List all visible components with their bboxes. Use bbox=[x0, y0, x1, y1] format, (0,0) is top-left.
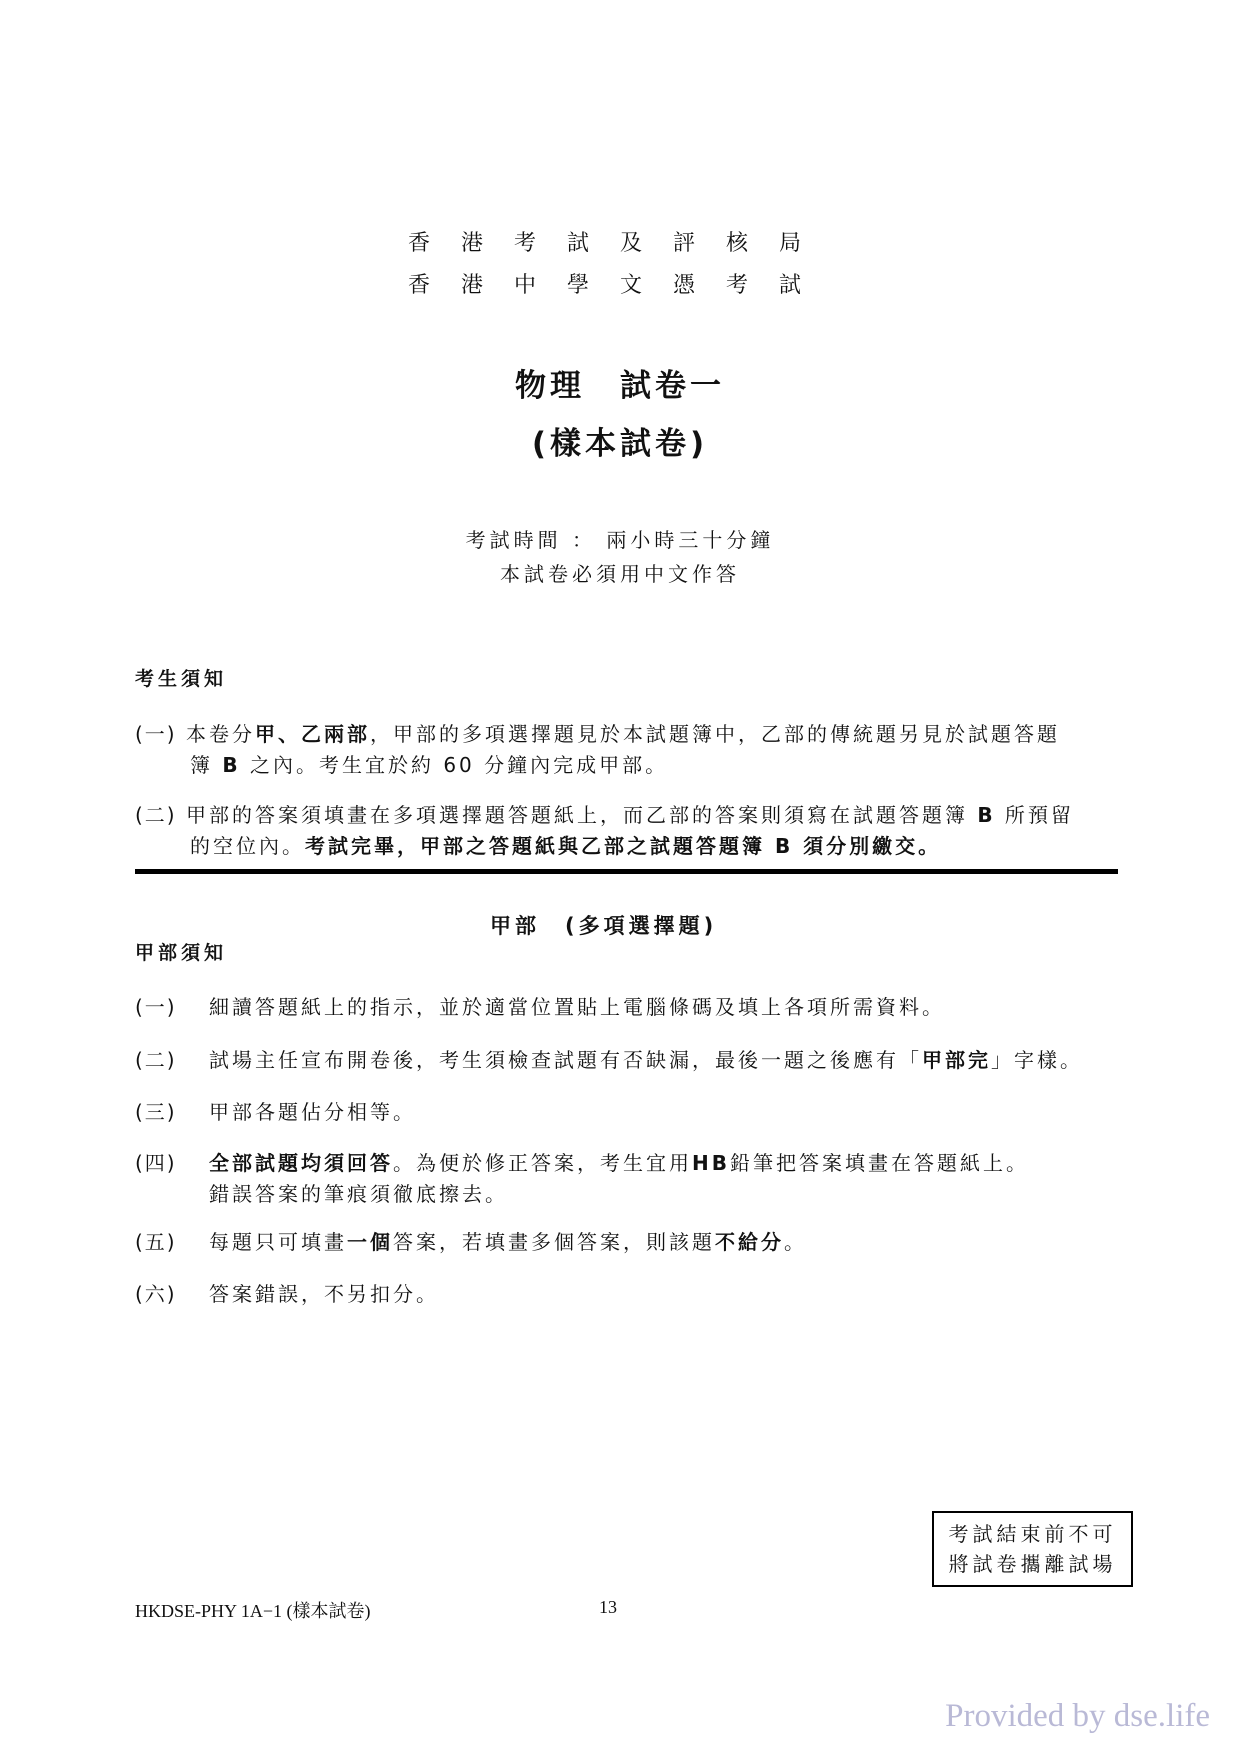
section-a-note-1: (一) 細讀答題紙上的指示，並於適當位置貼上電腦條碼及填上各項所需資料。 bbox=[135, 995, 945, 1019]
section-a-note-5: (五) 每題只可填畫一個答案，若填畫多個答案，則該題不給分。 bbox=[135, 1230, 807, 1254]
item-number: (一) bbox=[135, 722, 177, 746]
candidate-note-1: (一) 本卷分甲、乙兩部，甲部的多項選擇題見於本試題簿中，乙部的傳統題另見於試題答題 簿 B 之內。考生宜於約 60 分鐘內完成甲部。 bbox=[135, 719, 1150, 781]
item-number: (二) bbox=[135, 803, 177, 827]
section-a-note-4: (四) 全部試題均須回答。為便於修正答案，考生宜用HB鉛筆把答案填畫在答題紙上。 錯誤答案的筆痕須徹底擦去。 bbox=[135, 1151, 1029, 1206]
exam-name: 香港中學文憑考試 bbox=[407, 273, 832, 298]
notice-box bbox=[932, 1511, 1133, 1587]
section-a-title: 甲部 (多項選擇題) bbox=[490, 914, 718, 938]
section-a-notes-heading: 甲部須知 bbox=[135, 942, 228, 964]
page-number: 13 bbox=[599, 1597, 617, 1617]
notice-line-2: 將試卷攜離試場 bbox=[948, 1552, 1117, 1576]
section-a-note-6: (六) 答案錯誤，不另扣分。 bbox=[135, 1282, 439, 1306]
exam-duration: 考試時間 ： 兩小時三十分鐘 bbox=[465, 528, 775, 552]
authority-name: 香港考試及評核局 bbox=[407, 231, 832, 256]
candidate-notes-heading: 考生須知 bbox=[135, 668, 228, 690]
notice-line-1: 考試結束前不可 bbox=[948, 1522, 1117, 1546]
paper-code: HKDSE-PHY 1A−1 (樣本試卷) bbox=[135, 1601, 371, 1621]
paper-subtitle: (樣本試卷) bbox=[531, 426, 709, 462]
section-a-note-2: (二) 試場主任宣布開卷後，考生須檢查試題有否缺漏，最後一題之後應有「甲部完」字樣。 bbox=[135, 1048, 1083, 1072]
paper-title: 物理 試卷一 bbox=[515, 368, 725, 404]
section-a-note-3: (三) 甲部各題佔分相等。 bbox=[135, 1100, 416, 1124]
candidate-note-2: (二) 甲部的答案須填畫在多項選擇題答題紙上，而乙部的答案則須寫在試題答題簿 B 所預留 的空位內。考試完畢，甲部之答題紙與乙部之試題答題簿 B 須分別繳交。 bbox=[135, 800, 1150, 862]
section-divider bbox=[135, 869, 1118, 874]
watermark: Provided by dse.life bbox=[945, 1698, 1210, 1734]
exam-language: 本試卷必須用中文作答 bbox=[500, 562, 740, 586]
